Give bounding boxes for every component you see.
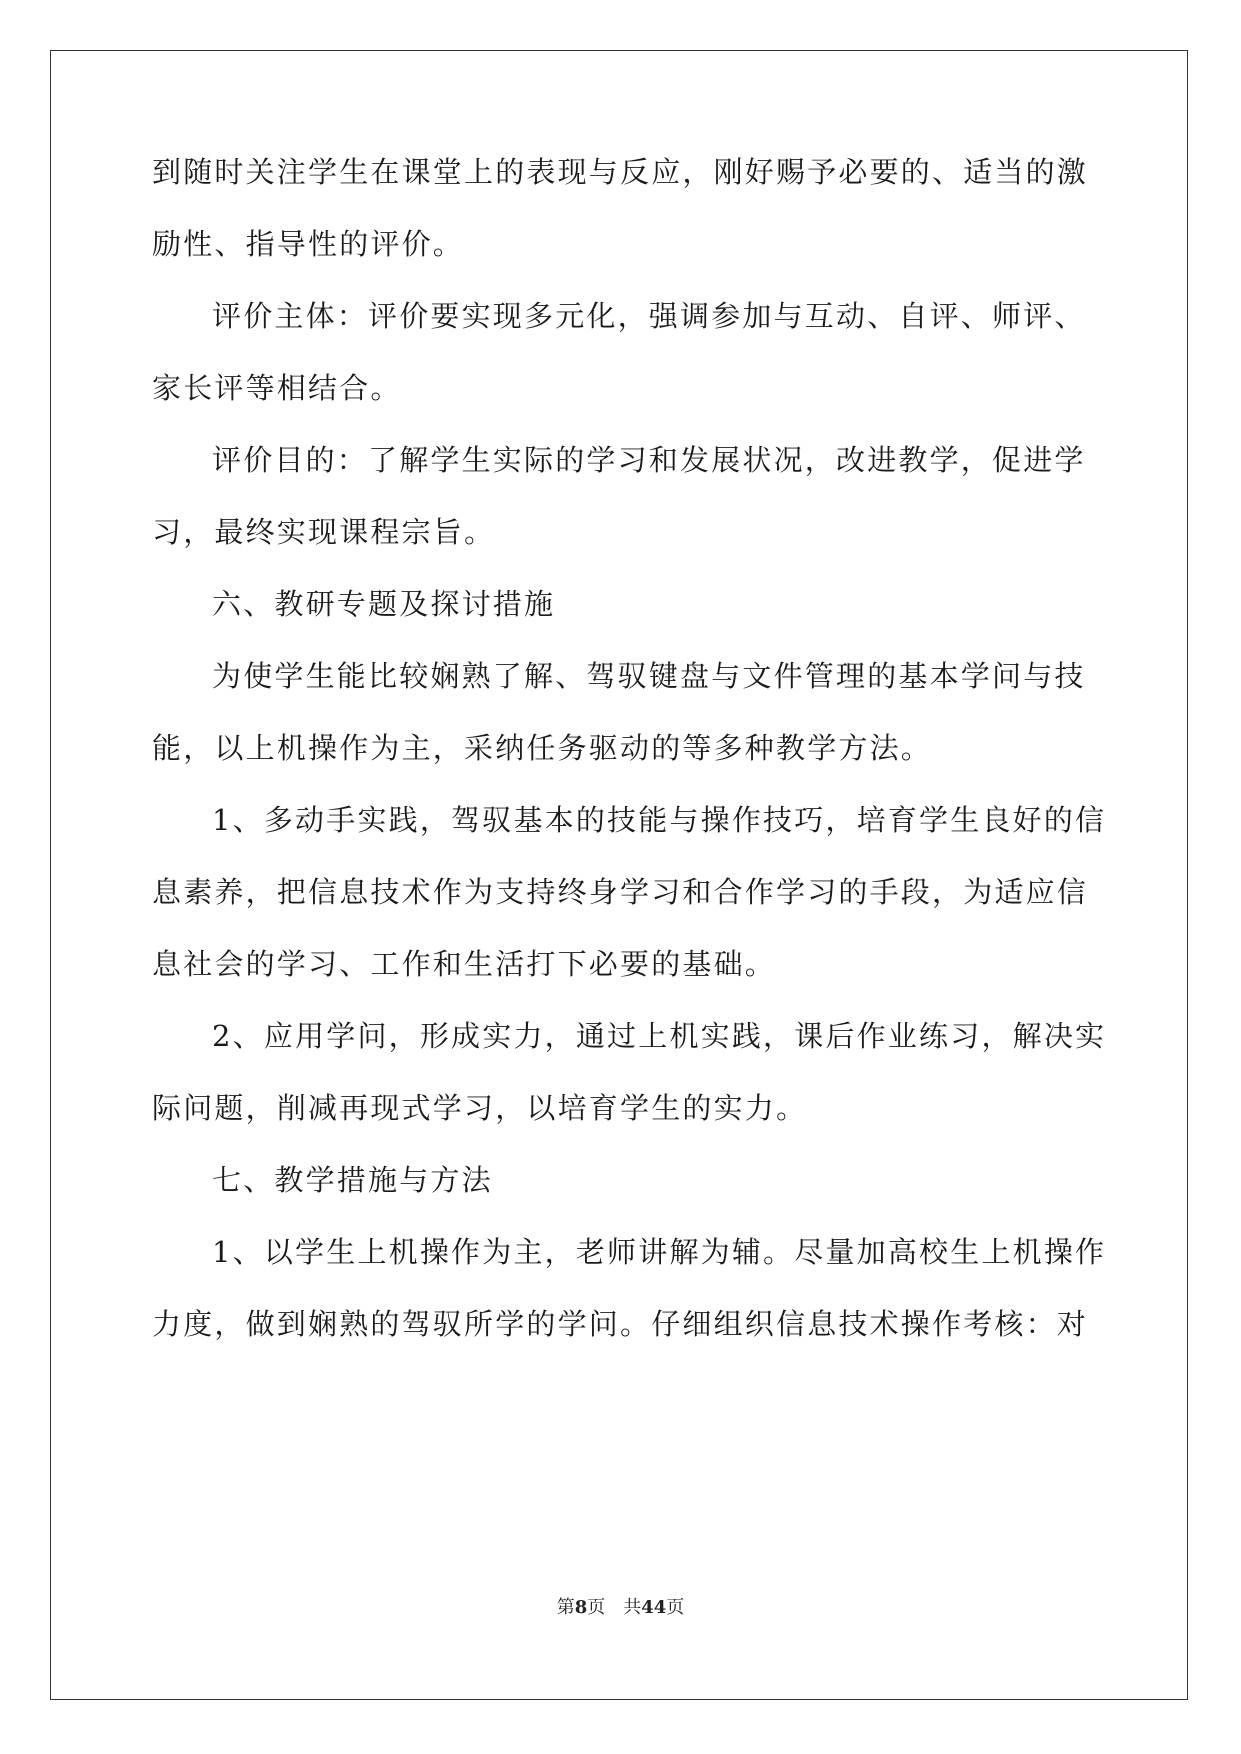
text-line: 1、多动手实践，驾驭基本的技能与操作技巧，培育学生良好的信 xyxy=(212,803,1107,837)
text-line: 励性、指导性的评价。 xyxy=(152,227,465,261)
text-line: 评价主体：评价要实现多元化，强调参加与互动、自评、师评、 xyxy=(212,299,1086,333)
section-heading: 七、教学措施与方法 xyxy=(212,1163,493,1197)
text-line: 为使学生能比较娴熟了解、驾驭键盘与文件管理的基本学问与技 xyxy=(212,659,1086,693)
section-heading: 六、教研专题及探讨措施 xyxy=(212,587,556,621)
footer-page-number: 8 xyxy=(574,1597,588,1618)
text-line: 2、应用学问，形成实力，通过上机实践，课后作业练习，解决实 xyxy=(212,1019,1107,1053)
text-line: 到随时关注学生在课堂上的表现与反应，刚好赐予必要的、适当的激 xyxy=(152,155,1089,189)
text-line: 能，以上机操作为主，采纳任务驱动的等多种教学方法。 xyxy=(152,731,933,765)
text-line: 1、以学生上机操作为主，老师讲解为辅。尽量加高校生上机操作 xyxy=(212,1235,1107,1269)
footer-prefix: 第 xyxy=(556,1597,575,1618)
footer-total-pages: 44 xyxy=(641,1597,667,1618)
text-line: 家长评等相结合。 xyxy=(152,371,402,405)
text-line: 力度，做到娴熟的驾驭所学的学问。仔细组织信息技术操作考核：对 xyxy=(152,1307,1089,1341)
text-line: 息社会的学习、工作和生活打下必要的基础。 xyxy=(152,947,777,981)
footer-mid: 页 共 xyxy=(587,1597,642,1618)
text-line: 习，最终实现课程宗旨。 xyxy=(152,515,496,549)
footer-suffix: 页 xyxy=(666,1597,685,1618)
text-line: 评价目的：了解学生实际的学习和发展状况，改进教学，促进学 xyxy=(212,443,1086,477)
text-line: 息素养，把信息技术作为支持终身学习和合作学习的手段，为适应信 xyxy=(152,875,1089,909)
text-line: 际问题，削减再现式学习，以培育学生的实力。 xyxy=(152,1091,808,1125)
page-footer xyxy=(0,1596,1241,1620)
